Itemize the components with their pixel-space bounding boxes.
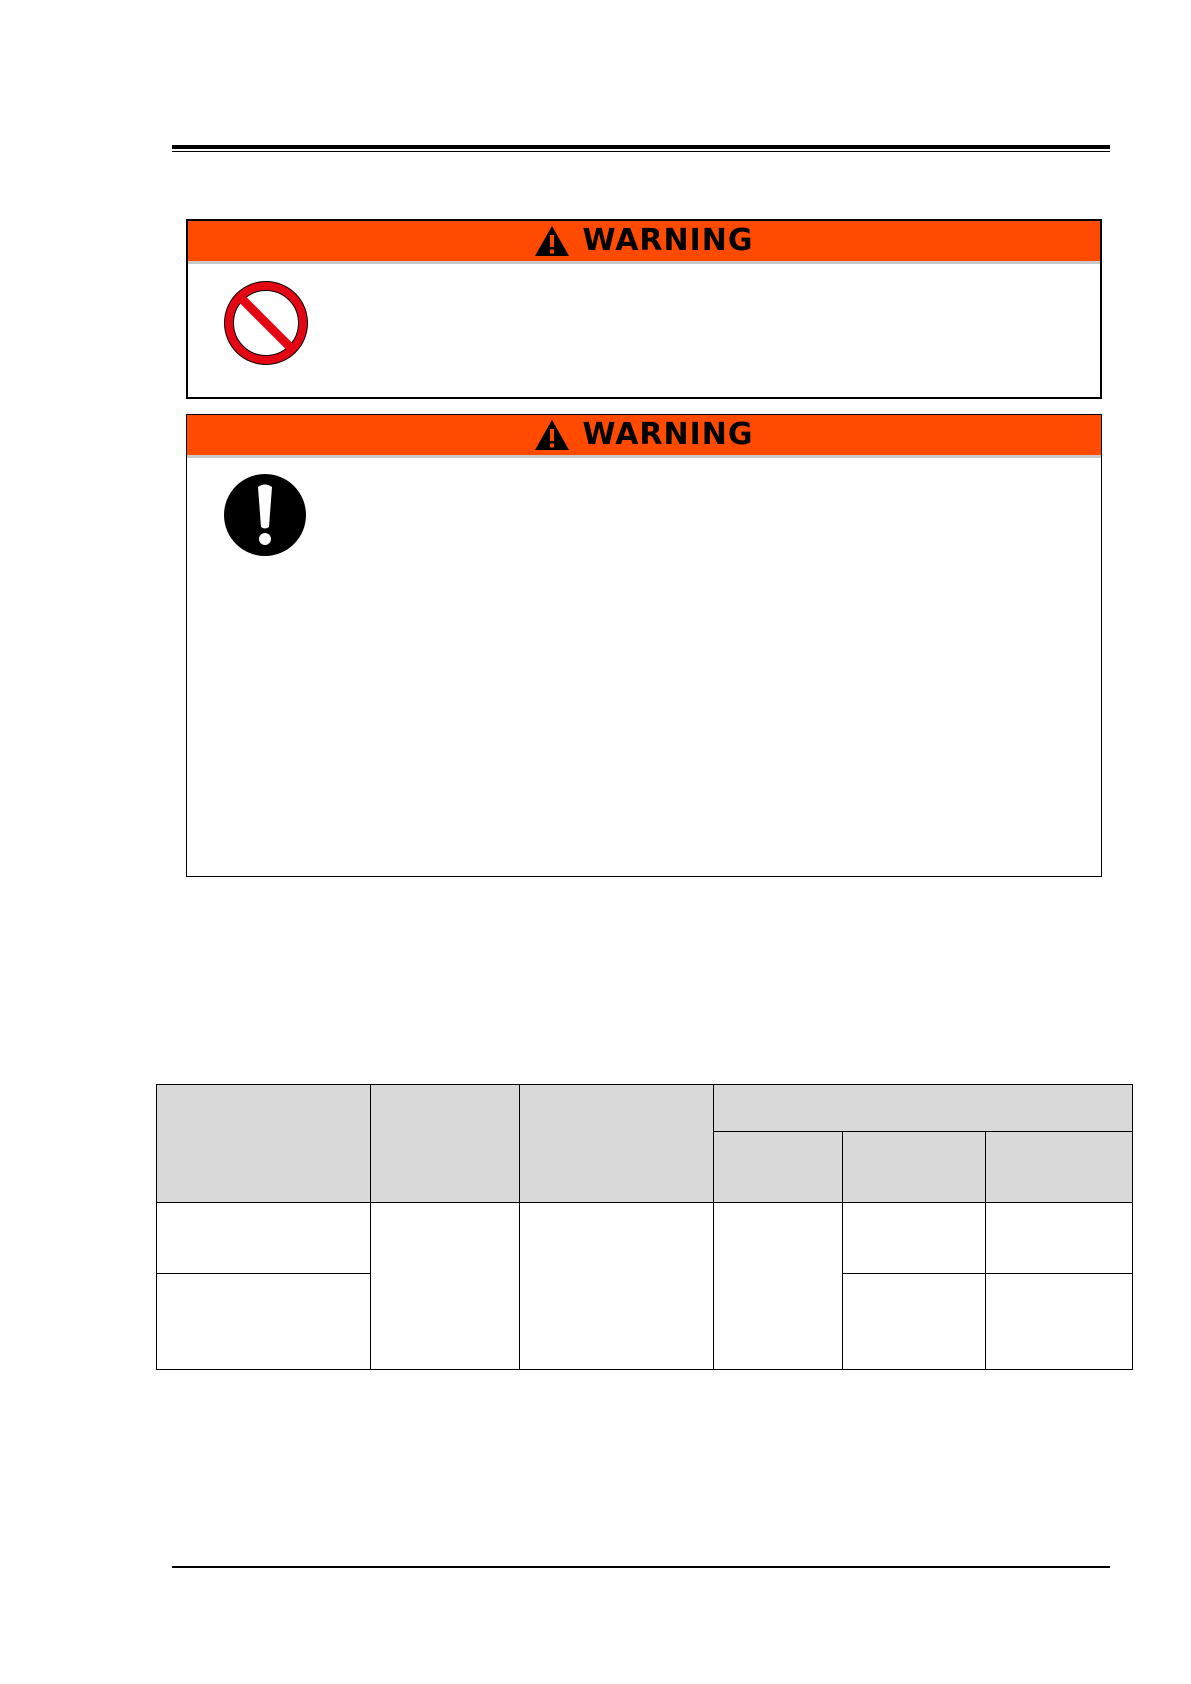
table-cell bbox=[714, 1203, 843, 1370]
warning-label: WARNING bbox=[582, 223, 754, 258]
table-header-cell bbox=[157, 1085, 371, 1203]
table-subheader-cell bbox=[986, 1132, 1133, 1203]
warning-triangle-icon bbox=[534, 225, 570, 257]
warning-header bbox=[188, 221, 1100, 264]
table-cell bbox=[843, 1203, 986, 1274]
table-header-group bbox=[714, 1085, 1133, 1132]
table-cell bbox=[371, 1203, 520, 1370]
warning-triangle-icon bbox=[534, 419, 570, 451]
warning-label: WARNING bbox=[582, 417, 754, 452]
table-cell bbox=[157, 1203, 371, 1274]
table-subheader-cell bbox=[714, 1132, 843, 1203]
footer-rule bbox=[172, 1566, 1110, 1568]
header-rule-thick bbox=[172, 145, 1110, 149]
table-cell bbox=[843, 1274, 986, 1370]
spec-table bbox=[156, 1084, 1133, 1370]
table-cell bbox=[520, 1203, 714, 1370]
warning-header bbox=[187, 415, 1101, 458]
table-subheader-cell bbox=[843, 1132, 986, 1203]
table-cell bbox=[986, 1203, 1133, 1274]
table-cell bbox=[157, 1274, 371, 1370]
prohibition-icon bbox=[224, 281, 308, 365]
warning-box-prohibition bbox=[186, 219, 1102, 399]
table-header-cell bbox=[520, 1085, 714, 1203]
table-cell bbox=[986, 1274, 1133, 1370]
table-row bbox=[157, 1203, 1133, 1274]
table-header-cell bbox=[371, 1085, 520, 1203]
header-rule-thin bbox=[172, 151, 1110, 152]
warning-box-mandatory bbox=[186, 414, 1102, 877]
mandatory-action-icon bbox=[223, 473, 307, 557]
